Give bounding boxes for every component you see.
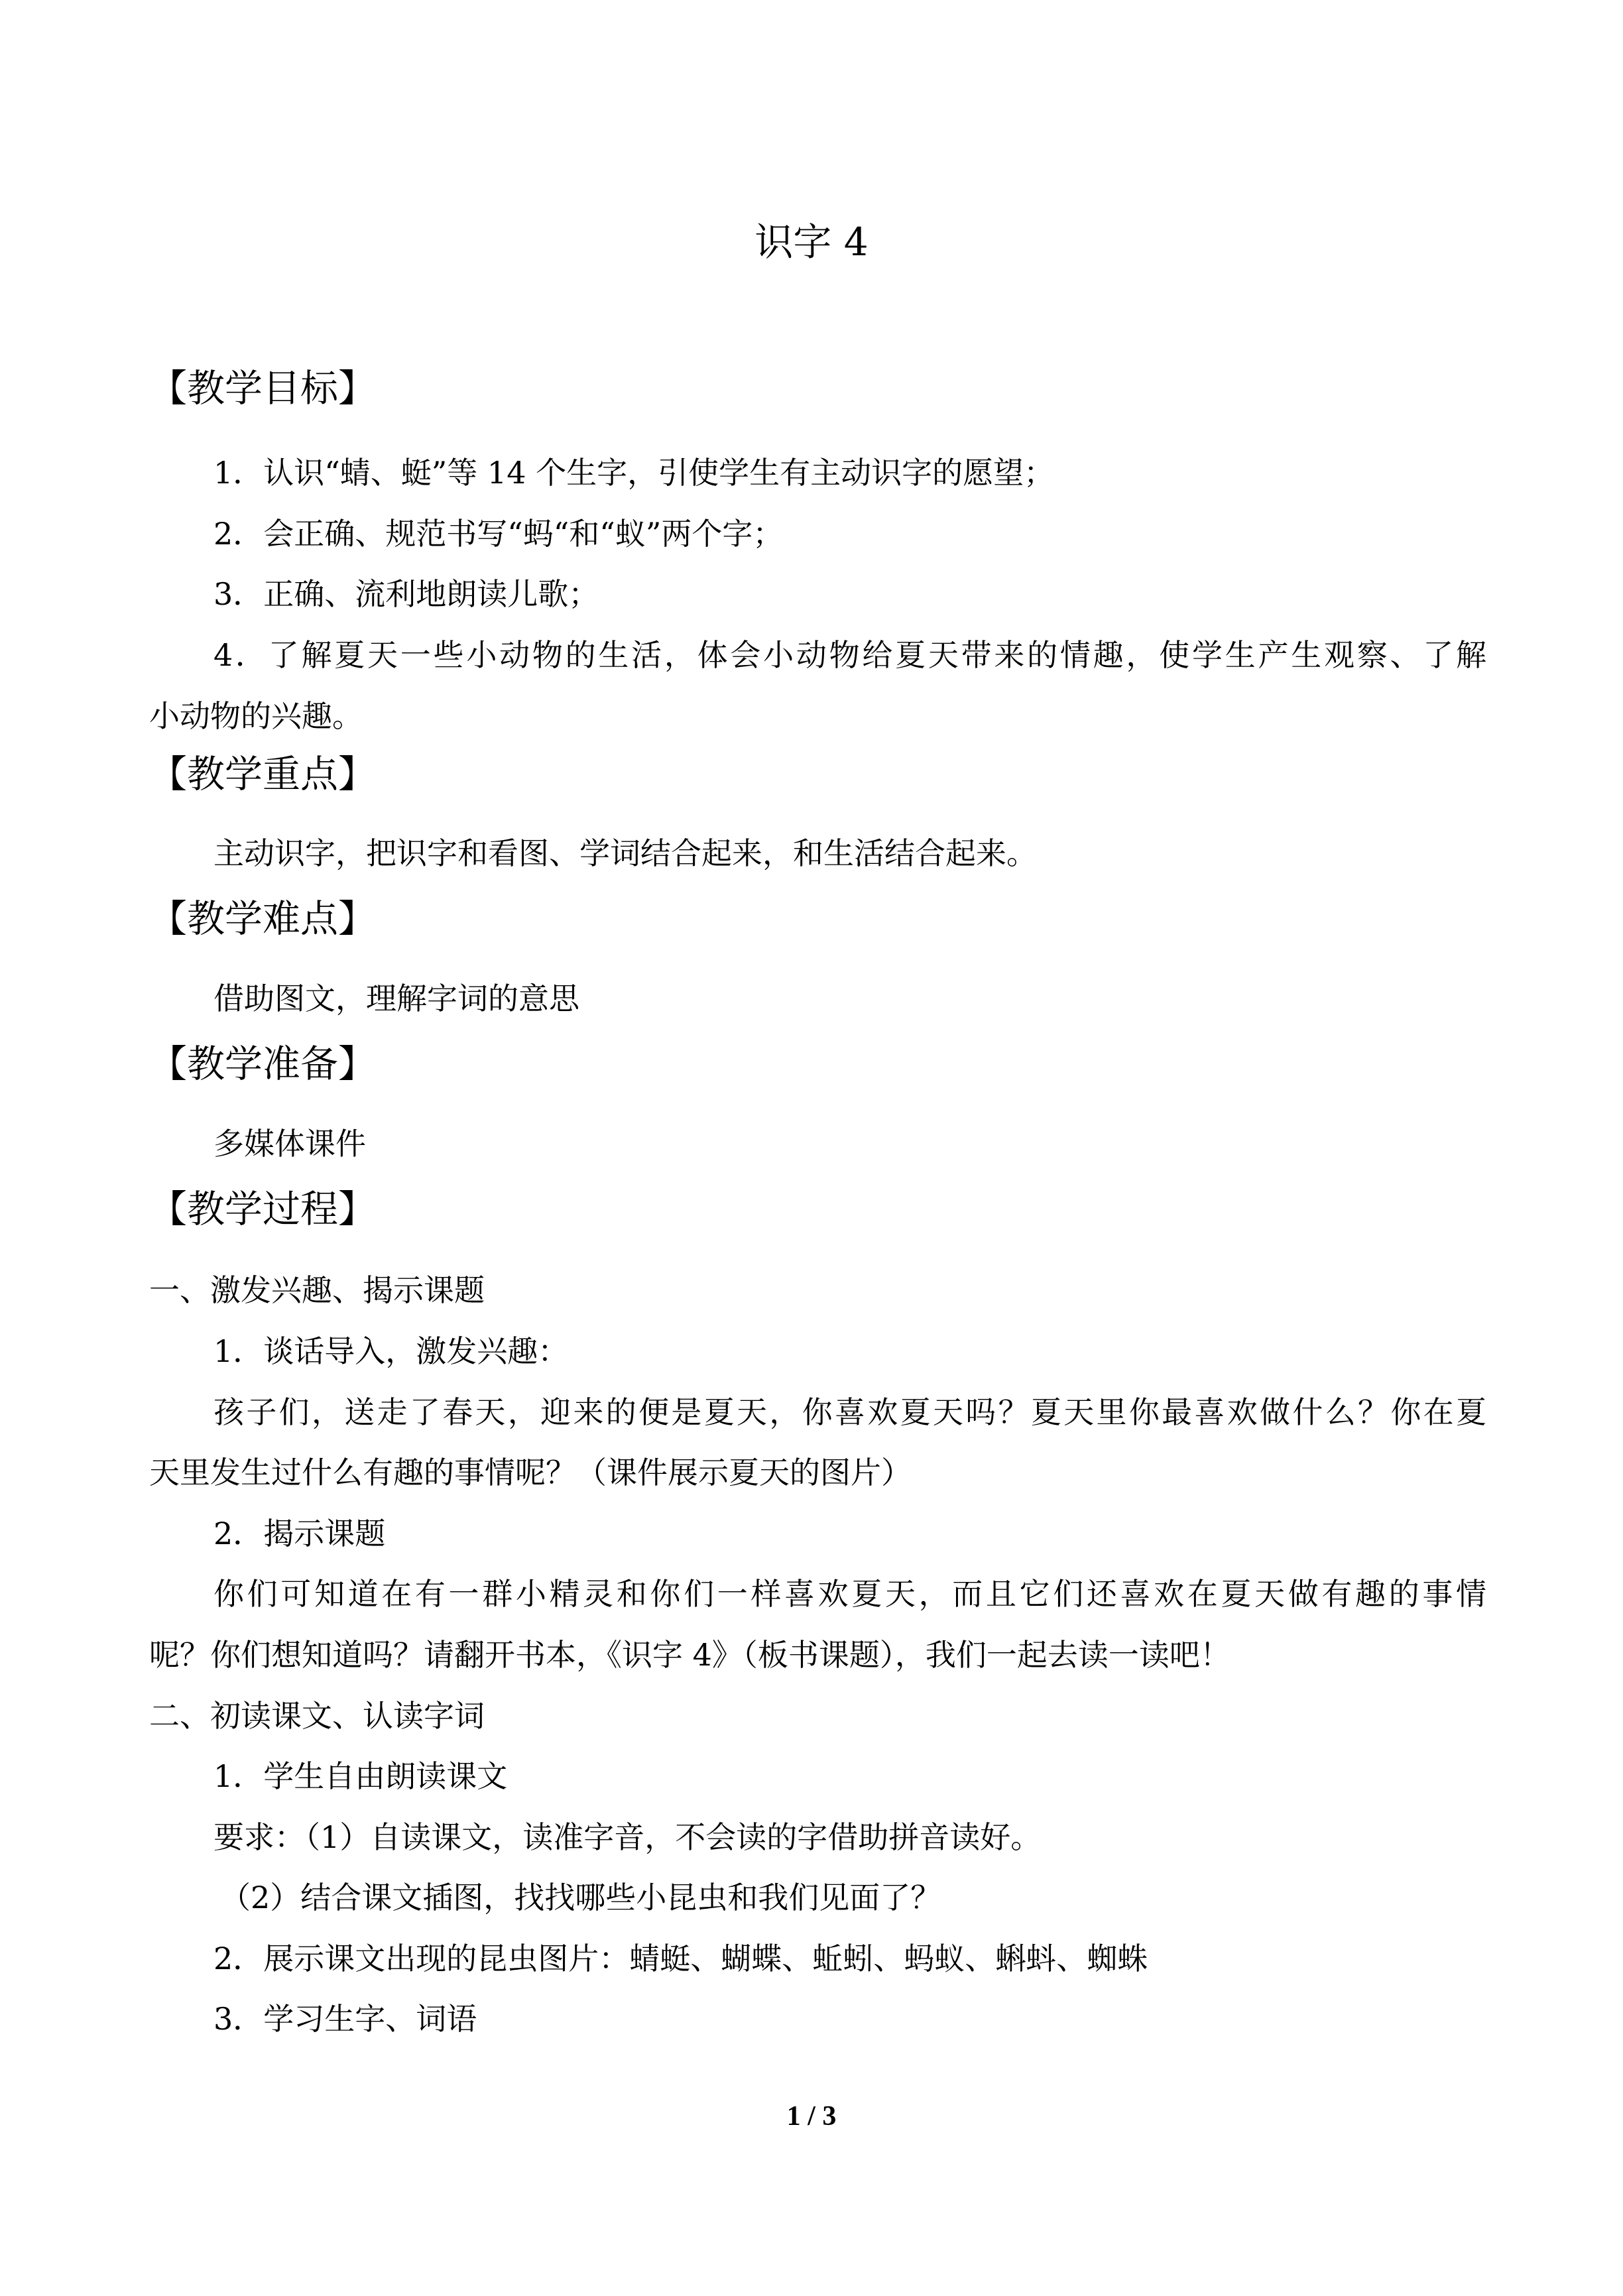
process-paragraph-continued: 天里发生过什么有趣的事情呢？（课件展示夏天的图片） xyxy=(149,1455,912,1490)
document-title: 识字 4 xyxy=(754,219,869,265)
goal-item-2: 2．会正确、规范书写“蚂“和“蚁”两个字； xyxy=(213,516,784,552)
process-section-1-title: 一、激发兴趣、揭示课题 xyxy=(149,1272,485,1308)
process-line: （2）结合课文插图，找找哪些小昆虫和我们见面了？ xyxy=(220,1880,941,1915)
heading-key-points: 【教学重点】 xyxy=(149,753,376,796)
process-line: 要求：（1）自读课文，读准字音，不会读的字借助拼音读好。 xyxy=(213,1819,1042,1855)
process-section-2-title: 二、初读课文、认读字词 xyxy=(149,1698,485,1734)
difficulties-text: 借助图文，理解字词的意思 xyxy=(213,981,579,1016)
heading-difficulties: 【教学难点】 xyxy=(149,897,376,941)
key-points-text: 主动识字，把识字和看图、学词结合起来，和生活结合起来。 xyxy=(213,835,1037,871)
goal-item-4-continued: 小动物的兴趣。 xyxy=(149,698,363,734)
process-line: 2．展示课文出现的昆虫图片：蜻蜓、蝴蝶、蚯蚓、蚂蚁、蝌蚪、蜘蛛 xyxy=(213,1941,1148,1976)
process-paragraph: 孩子们，送走了春天，迎来的便是夏天，你喜欢夏天吗？夏天里你最喜欢做什么？你在夏 xyxy=(213,1394,1486,1430)
process-paragraph: 你们可知道在有一群小精灵和你们一样喜欢夏天，而且它们还喜欢在夏天做有趣的事情 xyxy=(213,1576,1486,1612)
heading-teaching-goals: 【教学目标】 xyxy=(149,367,376,410)
heading-preparation: 【教学准备】 xyxy=(149,1042,376,1086)
heading-process: 【教学过程】 xyxy=(149,1187,376,1231)
process-line: 1．谈话导入，激发兴趣： xyxy=(213,1333,569,1369)
process-paragraph-continued: 呢？你们想知道吗？请翻开书本，《识字 4》（板书课题），我们一起去读一读吧！ xyxy=(149,1637,1231,1673)
process-line: 2．揭示课题 xyxy=(213,1516,386,1551)
process-line: 3．学习生字、词语 xyxy=(213,2001,477,2037)
process-line: 1．学生自由朗读课文 xyxy=(213,1758,508,1794)
goal-item-3: 3．正确、流利地朗读儿歌； xyxy=(213,576,599,612)
goal-item-1: 1．认识“蜻、蜓”等 14 个生字，引使学生有主动识字的愿望； xyxy=(213,455,1055,491)
preparation-text: 多媒体课件 xyxy=(213,1126,366,1162)
page-number: 1 / 3 xyxy=(786,2101,837,2132)
goal-item-4: 4．了解夏天一些小动物的生活，体会小动物给夏天带来的情趣，使学生产生观察、了解 xyxy=(213,637,1486,673)
